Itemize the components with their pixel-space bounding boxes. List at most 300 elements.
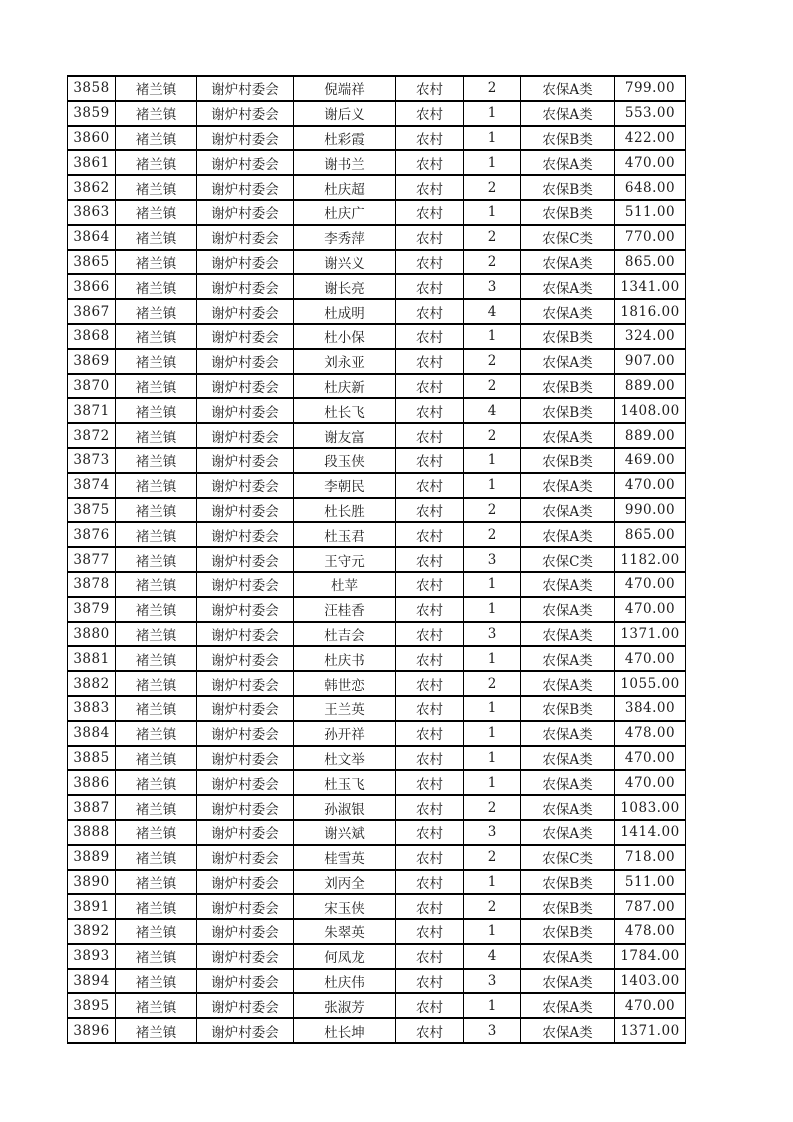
cell-residence-type: 农村 <box>396 324 464 349</box>
cell-id: 3862 <box>68 175 116 200</box>
cell-insurance-category: 农保B类 <box>521 398 615 423</box>
cell-town: 褚兰镇 <box>116 646 197 671</box>
cell-name: 谢友富 <box>294 423 396 448</box>
cell-residence-type: 农村 <box>396 126 464 151</box>
cell-insurance-category: 农保A类 <box>521 746 615 771</box>
cell-id: 3872 <box>68 423 116 448</box>
cell-id: 3874 <box>68 473 116 498</box>
cell-person-count: 1 <box>464 126 521 151</box>
cell-person-count: 4 <box>464 299 521 324</box>
cell-id: 3860 <box>68 126 116 151</box>
cell-town: 褚兰镇 <box>116 1018 197 1043</box>
cell-residence-type: 农村 <box>396 944 464 969</box>
cell-name: 杜长胜 <box>294 498 396 523</box>
cell-id: 3873 <box>68 448 116 473</box>
cell-id: 3887 <box>68 795 116 820</box>
cell-town: 褚兰镇 <box>116 250 197 275</box>
table-row <box>68 746 686 771</box>
table-row <box>68 919 686 944</box>
cell-residence-type: 农村 <box>396 101 464 126</box>
cell-person-count: 3 <box>464 274 521 299</box>
cell-amount: 1408.00 <box>615 398 686 423</box>
cell-name: 桂雪英 <box>294 845 396 870</box>
cell-town: 褚兰镇 <box>116 126 197 151</box>
cell-id: 3889 <box>68 845 116 870</box>
cell-insurance-category: 农保C类 <box>521 225 615 250</box>
cell-id: 3870 <box>68 374 116 399</box>
cell-person-count: 2 <box>464 522 521 547</box>
cell-town: 褚兰镇 <box>116 150 197 175</box>
cell-id: 3880 <box>68 622 116 647</box>
cell-residence-type: 农村 <box>396 522 464 547</box>
table-row <box>68 572 686 597</box>
cell-person-count: 1 <box>464 870 521 895</box>
table-row <box>68 1018 686 1043</box>
cell-residence-type: 农村 <box>396 696 464 721</box>
cell-town: 褚兰镇 <box>116 597 197 622</box>
cell-name: 段玉侠 <box>294 448 396 473</box>
cell-name: 韩世恋 <box>294 671 396 696</box>
cell-residence-type: 农村 <box>396 770 464 795</box>
table-row <box>68 498 686 523</box>
cell-insurance-category: 农保C类 <box>521 547 615 572</box>
cell-amount: 511.00 <box>615 870 686 895</box>
cell-amount: 770.00 <box>615 225 686 250</box>
cell-insurance-category: 农保A类 <box>521 274 615 299</box>
cell-village: 谢炉村委会 <box>197 671 294 696</box>
cell-residence-type: 农村 <box>396 894 464 919</box>
cell-town: 褚兰镇 <box>116 572 197 597</box>
cell-person-count: 2 <box>464 845 521 870</box>
table-row <box>68 175 686 200</box>
cell-village: 谢炉村委会 <box>197 349 294 374</box>
cell-id: 3890 <box>68 870 116 895</box>
table-row <box>68 547 686 572</box>
cell-name: 王兰英 <box>294 696 396 721</box>
cell-amount: 1784.00 <box>615 944 686 969</box>
cell-insurance-category: 农保A类 <box>521 944 615 969</box>
cell-insurance-category: 农保B类 <box>521 200 615 225</box>
cell-insurance-category: 农保A类 <box>521 795 615 820</box>
cell-name: 孙淑银 <box>294 795 396 820</box>
cell-person-count: 3 <box>464 969 521 994</box>
cell-residence-type: 农村 <box>396 572 464 597</box>
cell-residence-type: 农村 <box>396 795 464 820</box>
cell-id: 3865 <box>68 250 116 275</box>
cell-person-count: 1 <box>464 770 521 795</box>
cell-person-count: 1 <box>464 646 521 671</box>
cell-person-count: 1 <box>464 721 521 746</box>
cell-village: 谢炉村委会 <box>197 498 294 523</box>
cell-town: 褚兰镇 <box>116 894 197 919</box>
cell-town: 褚兰镇 <box>116 175 197 200</box>
cell-person-count: 1 <box>464 101 521 126</box>
table-body <box>68 76 686 1043</box>
cell-town: 褚兰镇 <box>116 225 197 250</box>
cell-insurance-category: 农保B类 <box>521 696 615 721</box>
cell-insurance-category: 农保B类 <box>521 324 615 349</box>
cell-residence-type: 农村 <box>396 919 464 944</box>
table-row <box>68 870 686 895</box>
cell-person-count: 1 <box>464 324 521 349</box>
cell-residence-type: 农村 <box>396 597 464 622</box>
cell-amount: 1055.00 <box>615 671 686 696</box>
table-row <box>68 820 686 845</box>
cell-name: 宋玉侠 <box>294 894 396 919</box>
cell-residence-type: 农村 <box>396 969 464 994</box>
cell-id: 3858 <box>68 76 116 101</box>
table-row <box>68 622 686 647</box>
cell-village: 谢炉村委会 <box>197 622 294 647</box>
cell-residence-type: 农村 <box>396 299 464 324</box>
cell-person-count: 3 <box>464 1018 521 1043</box>
cell-name: 朱翠英 <box>294 919 396 944</box>
cell-amount: 1341.00 <box>615 274 686 299</box>
table-row <box>68 597 686 622</box>
cell-town: 褚兰镇 <box>116 374 197 399</box>
cell-person-count: 4 <box>464 398 521 423</box>
cell-village: 谢炉村委会 <box>197 324 294 349</box>
cell-amount: 1403.00 <box>615 969 686 994</box>
cell-amount: 470.00 <box>615 993 686 1018</box>
cell-id: 3894 <box>68 969 116 994</box>
cell-residence-type: 农村 <box>396 993 464 1018</box>
cell-person-count: 1 <box>464 597 521 622</box>
cell-town: 褚兰镇 <box>116 398 197 423</box>
cell-amount: 1182.00 <box>615 547 686 572</box>
cell-residence-type: 农村 <box>396 448 464 473</box>
cell-amount: 1371.00 <box>615 622 686 647</box>
cell-person-count: 2 <box>464 795 521 820</box>
cell-residence-type: 农村 <box>396 423 464 448</box>
cell-residence-type: 农村 <box>396 398 464 423</box>
cell-name: 倪端祥 <box>294 76 396 101</box>
cell-person-count: 1 <box>464 448 521 473</box>
cell-village: 谢炉村委会 <box>197 200 294 225</box>
cell-id: 3867 <box>68 299 116 324</box>
cell-insurance-category: 农保B类 <box>521 894 615 919</box>
cell-insurance-category: 农保A类 <box>521 572 615 597</box>
cell-town: 褚兰镇 <box>116 845 197 870</box>
cell-insurance-category: 农保C类 <box>521 845 615 870</box>
cell-id: 3869 <box>68 349 116 374</box>
table-row <box>68 374 686 399</box>
table-row <box>68 398 686 423</box>
cell-person-count: 2 <box>464 250 521 275</box>
cell-residence-type: 农村 <box>396 547 464 572</box>
cell-name: 杜苹 <box>294 572 396 597</box>
table-row <box>68 944 686 969</box>
cell-town: 褚兰镇 <box>116 522 197 547</box>
cell-insurance-category: 农保B类 <box>521 919 615 944</box>
cell-insurance-category: 农保A类 <box>521 969 615 994</box>
cell-village: 谢炉村委会 <box>197 423 294 448</box>
cell-village: 谢炉村委会 <box>197 175 294 200</box>
table-row <box>68 522 686 547</box>
cell-name: 刘丙全 <box>294 870 396 895</box>
cell-village: 谢炉村委会 <box>197 597 294 622</box>
cell-village: 谢炉村委会 <box>197 448 294 473</box>
cell-town: 褚兰镇 <box>116 423 197 448</box>
cell-insurance-category: 农保B类 <box>521 374 615 399</box>
cell-id: 3893 <box>68 944 116 969</box>
cell-insurance-category: 农保A类 <box>521 498 615 523</box>
cell-village: 谢炉村委会 <box>197 547 294 572</box>
cell-amount: 324.00 <box>615 324 686 349</box>
cell-name: 李秀萍 <box>294 225 396 250</box>
cell-amount: 470.00 <box>615 473 686 498</box>
cell-village: 谢炉村委会 <box>197 76 294 101</box>
cell-person-count: 3 <box>464 820 521 845</box>
cell-name: 杜庆广 <box>294 200 396 225</box>
cell-name: 杜文举 <box>294 746 396 771</box>
cell-town: 褚兰镇 <box>116 448 197 473</box>
cell-town: 褚兰镇 <box>116 820 197 845</box>
cell-town: 褚兰镇 <box>116 622 197 647</box>
cell-amount: 470.00 <box>615 150 686 175</box>
cell-insurance-category: 农保A类 <box>521 522 615 547</box>
cell-insurance-category: 农保A类 <box>521 423 615 448</box>
cell-id: 3877 <box>68 547 116 572</box>
cell-name: 杜成明 <box>294 299 396 324</box>
cell-town: 褚兰镇 <box>116 324 197 349</box>
cell-residence-type: 农村 <box>396 150 464 175</box>
cell-person-count: 1 <box>464 473 521 498</box>
cell-name: 杜吉会 <box>294 622 396 647</box>
cell-name: 杜小保 <box>294 324 396 349</box>
cell-amount: 384.00 <box>615 696 686 721</box>
table-row <box>68 448 686 473</box>
cell-town: 褚兰镇 <box>116 696 197 721</box>
cell-amount: 1414.00 <box>615 820 686 845</box>
cell-residence-type: 农村 <box>396 820 464 845</box>
cell-village: 谢炉村委会 <box>197 374 294 399</box>
cell-id: 3891 <box>68 894 116 919</box>
cell-amount: 889.00 <box>615 374 686 399</box>
cell-id: 3883 <box>68 696 116 721</box>
cell-insurance-category: 农保A类 <box>521 250 615 275</box>
cell-insurance-category: 农保A类 <box>521 646 615 671</box>
cell-person-count: 4 <box>464 944 521 969</box>
cell-village: 谢炉村委会 <box>197 225 294 250</box>
cell-insurance-category: 农保B类 <box>521 870 615 895</box>
cell-name: 杜玉君 <box>294 522 396 547</box>
table-row <box>68 76 686 101</box>
cell-person-count: 2 <box>464 76 521 101</box>
cell-town: 褚兰镇 <box>116 349 197 374</box>
cell-amount: 511.00 <box>615 200 686 225</box>
cell-village: 谢炉村委会 <box>197 274 294 299</box>
cell-amount: 470.00 <box>615 770 686 795</box>
cell-name: 张淑芳 <box>294 993 396 1018</box>
cell-village: 谢炉村委会 <box>197 770 294 795</box>
cell-village: 谢炉村委会 <box>197 1018 294 1043</box>
cell-name: 杜庆超 <box>294 175 396 200</box>
cell-village: 谢炉村委会 <box>197 870 294 895</box>
cell-id: 3864 <box>68 225 116 250</box>
cell-name: 谢后义 <box>294 101 396 126</box>
cell-person-count: 2 <box>464 225 521 250</box>
cell-insurance-category: 农保B类 <box>521 448 615 473</box>
cell-person-count: 2 <box>464 349 521 374</box>
cell-amount: 470.00 <box>615 746 686 771</box>
cell-village: 谢炉村委会 <box>197 572 294 597</box>
table-row <box>68 299 686 324</box>
cell-person-count: 1 <box>464 150 521 175</box>
cell-village: 谢炉村委会 <box>197 746 294 771</box>
cell-id: 3882 <box>68 671 116 696</box>
cell-residence-type: 农村 <box>396 225 464 250</box>
cell-residence-type: 农村 <box>396 250 464 275</box>
cell-amount: 990.00 <box>615 498 686 523</box>
cell-person-count: 2 <box>464 671 521 696</box>
cell-name: 谢兴斌 <box>294 820 396 845</box>
cell-name: 谢兴义 <box>294 250 396 275</box>
cell-residence-type: 农村 <box>396 671 464 696</box>
cell-residence-type: 农村 <box>396 76 464 101</box>
cell-amount: 1083.00 <box>615 795 686 820</box>
cell-id: 3871 <box>68 398 116 423</box>
cell-residence-type: 农村 <box>396 374 464 399</box>
cell-amount: 787.00 <box>615 894 686 919</box>
cell-town: 褚兰镇 <box>116 944 197 969</box>
table-row <box>68 969 686 994</box>
cell-person-count: 2 <box>464 175 521 200</box>
cell-id: 3886 <box>68 770 116 795</box>
cell-id: 3868 <box>68 324 116 349</box>
cell-name: 刘永亚 <box>294 349 396 374</box>
cell-village: 谢炉村委会 <box>197 473 294 498</box>
cell-village: 谢炉村委会 <box>197 721 294 746</box>
cell-insurance-category: 农保B类 <box>521 126 615 151</box>
cell-village: 谢炉村委会 <box>197 845 294 870</box>
cell-residence-type: 农村 <box>396 175 464 200</box>
cell-insurance-category: 农保A类 <box>521 597 615 622</box>
cell-insurance-category: 农保A类 <box>521 101 615 126</box>
cell-person-count: 2 <box>464 894 521 919</box>
cell-village: 谢炉村委会 <box>197 126 294 151</box>
cell-town: 褚兰镇 <box>116 746 197 771</box>
cell-amount: 1816.00 <box>615 299 686 324</box>
cell-amount: 553.00 <box>615 101 686 126</box>
cell-residence-type: 农村 <box>396 845 464 870</box>
cell-insurance-category: 农保A类 <box>521 76 615 101</box>
cell-amount: 865.00 <box>615 522 686 547</box>
cell-village: 谢炉村委会 <box>197 696 294 721</box>
cell-village: 谢炉村委会 <box>197 150 294 175</box>
cell-village: 谢炉村委会 <box>197 993 294 1018</box>
cell-village: 谢炉村委会 <box>197 894 294 919</box>
cell-name: 谢书兰 <box>294 150 396 175</box>
cell-amount: 470.00 <box>615 597 686 622</box>
cell-person-count: 1 <box>464 696 521 721</box>
cell-person-count: 2 <box>464 498 521 523</box>
cell-village: 谢炉村委会 <box>197 250 294 275</box>
pension-roster-table <box>67 75 686 1044</box>
cell-residence-type: 农村 <box>396 349 464 374</box>
cell-id: 3859 <box>68 101 116 126</box>
cell-village: 谢炉村委会 <box>197 944 294 969</box>
table-row <box>68 770 686 795</box>
table-row <box>68 671 686 696</box>
cell-id: 3878 <box>68 572 116 597</box>
cell-insurance-category: 农保A类 <box>521 622 615 647</box>
table-row <box>68 324 686 349</box>
cell-insurance-category: 农保A类 <box>521 820 615 845</box>
table-row <box>68 126 686 151</box>
cell-town: 褚兰镇 <box>116 721 197 746</box>
table-row <box>68 845 686 870</box>
cell-id: 3861 <box>68 150 116 175</box>
cell-person-count: 1 <box>464 200 521 225</box>
cell-town: 褚兰镇 <box>116 795 197 820</box>
cell-id: 3896 <box>68 1018 116 1043</box>
cell-village: 谢炉村委会 <box>197 820 294 845</box>
table-row <box>68 225 686 250</box>
table-row <box>68 795 686 820</box>
cell-residence-type: 农村 <box>396 721 464 746</box>
cell-village: 谢炉村委会 <box>197 795 294 820</box>
cell-town: 褚兰镇 <box>116 919 197 944</box>
cell-person-count: 1 <box>464 572 521 597</box>
table-row <box>68 150 686 175</box>
cell-insurance-category: 农保A类 <box>521 1018 615 1043</box>
cell-town: 褚兰镇 <box>116 498 197 523</box>
cell-insurance-category: 农保A类 <box>521 150 615 175</box>
cell-amount: 648.00 <box>615 175 686 200</box>
cell-amount: 478.00 <box>615 721 686 746</box>
cell-person-count: 2 <box>464 374 521 399</box>
table-row <box>68 721 686 746</box>
cell-insurance-category: 农保A类 <box>521 770 615 795</box>
cell-name: 谢长亮 <box>294 274 396 299</box>
cell-town: 褚兰镇 <box>116 770 197 795</box>
cell-amount: 1371.00 <box>615 1018 686 1043</box>
cell-village: 谢炉村委会 <box>197 398 294 423</box>
cell-residence-type: 农村 <box>396 473 464 498</box>
cell-town: 褚兰镇 <box>116 969 197 994</box>
cell-name: 汪桂香 <box>294 597 396 622</box>
cell-residence-type: 农村 <box>396 622 464 647</box>
cell-id: 3884 <box>68 721 116 746</box>
cell-id: 3876 <box>68 522 116 547</box>
cell-town: 褚兰镇 <box>116 671 197 696</box>
cell-name: 杜玉飞 <box>294 770 396 795</box>
table-row <box>68 993 686 1018</box>
table-row <box>68 646 686 671</box>
cell-town: 褚兰镇 <box>116 299 197 324</box>
cell-amount: 469.00 <box>615 448 686 473</box>
cell-town: 褚兰镇 <box>116 101 197 126</box>
cell-insurance-category: 农保A类 <box>521 349 615 374</box>
cell-residence-type: 农村 <box>396 1018 464 1043</box>
cell-name: 杜庆新 <box>294 374 396 399</box>
cell-name: 杜彩霞 <box>294 126 396 151</box>
cell-name: 杜长飞 <box>294 398 396 423</box>
cell-id: 3881 <box>68 646 116 671</box>
cell-person-count: 1 <box>464 919 521 944</box>
table-row <box>68 894 686 919</box>
cell-insurance-category: 农保B类 <box>521 175 615 200</box>
cell-village: 谢炉村委会 <box>197 299 294 324</box>
cell-residence-type: 农村 <box>396 274 464 299</box>
cell-insurance-category: 农保A类 <box>521 671 615 696</box>
cell-name: 杜长坤 <box>294 1018 396 1043</box>
table-row <box>68 250 686 275</box>
cell-person-count: 2 <box>464 423 521 448</box>
cell-name: 王守元 <box>294 547 396 572</box>
table-row <box>68 696 686 721</box>
